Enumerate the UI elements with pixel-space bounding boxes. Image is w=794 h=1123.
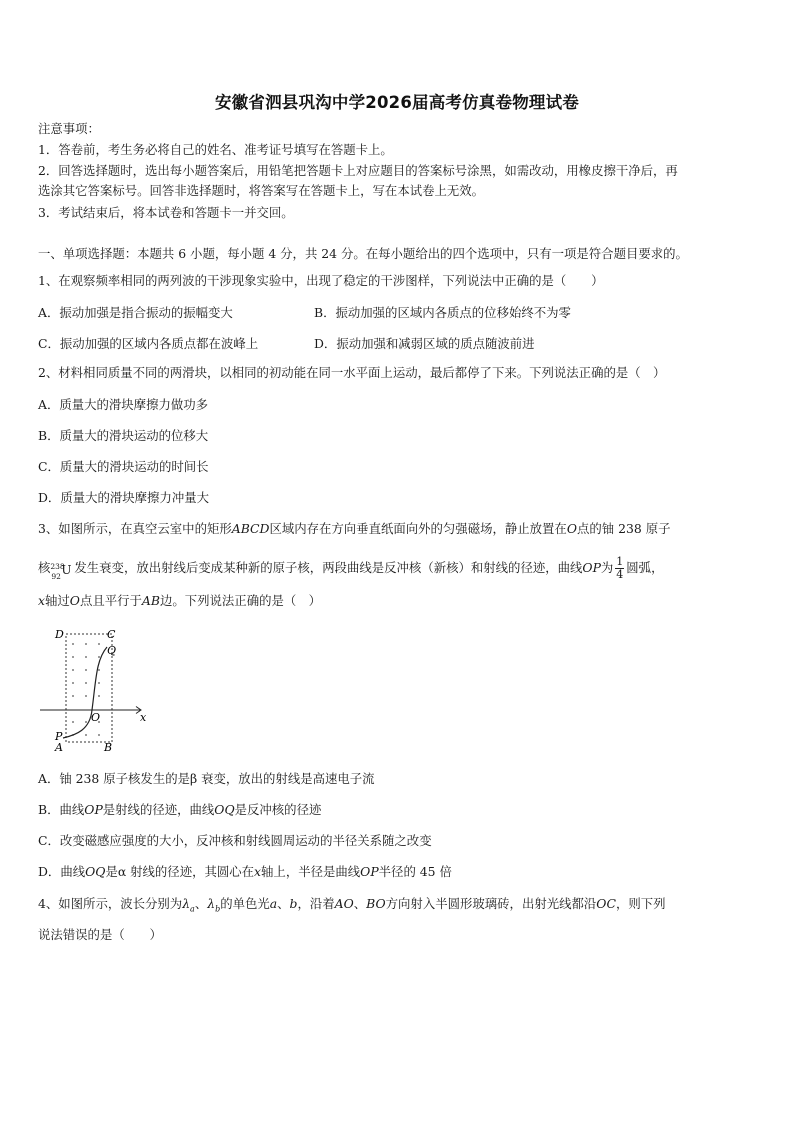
q2-option-c: C．质量大的滑块运动的时间长 [38, 459, 209, 474]
label-p: P [55, 730, 63, 743]
notice-item-2b: 选涂其它答案标号。回答非选择题时，将答案写在答题卡上，写在本试卷上无效。 [38, 183, 485, 198]
q3-figure [36, 624, 166, 754]
q1-option-a: A．振动加强是指合振动的振幅变大 [38, 305, 233, 320]
q4-stem-line1: 4、如图所示，波长分别为$\lambda_a$、$\lambda_b$的单色光a、b，沿着AO、BO方向射入半圆形玻璃砖，出射光线都沿OC，则下列 [38, 896, 666, 914]
q1-option-d: D．振动加强和减弱区域的质点随波前进 [314, 336, 535, 351]
label-q: Q [107, 644, 117, 657]
q3-stem-line3: x轴过O点且平行于AB边。下列说法正确的是（ ） [38, 593, 322, 608]
q3-option-b: B．曲线OP是射线的径迹，曲线OQ是反冲核的径迹 [38, 802, 322, 817]
q3-stem-line2: 核 238 92 U 发生衰变，放出射线后变成某种新的原子核，两段曲线是反冲核（新核）和射线的径迹，曲线OP为 $\frac{1}{4}$ 圆弧， [38, 555, 664, 581]
track-op [63, 710, 92, 738]
label-o: O [91, 711, 101, 724]
notice-item-3: 3．考试结束后，将本试卷和答题卡一并交回。 [38, 205, 294, 220]
q2-option-b: B．质量大的滑块运动的位移大 [38, 428, 209, 443]
q2-option-a: A．质量大的滑块摩擦力做功多 [38, 397, 209, 412]
label-a: A [55, 741, 63, 754]
notice-heading: 注意事项： [38, 121, 100, 136]
q1-option-b: B．振动加强的区域内各质点的位移始终不为零 [314, 305, 571, 320]
notice-item-1: 1．答卷前，考生务必将自己的姓名、准考证号填写在答题卡上。 [38, 142, 393, 157]
q3-option-d: D．曲线OQ是α 射线的径迹，其圆心在x轴上，半径是曲线OP半径的 45 倍 [38, 864, 452, 879]
q1-option-c: C．振动加强的区域内各质点都在波峰上 [38, 336, 259, 351]
label-b: B [104, 741, 113, 754]
lambda-a: $\lambda_a$ [182, 896, 195, 914]
q3-option-c: C．改变磁感应强度的大小，反冲核和射线圆周运动的半径关系随之改变 [38, 833, 432, 848]
label-c: C [107, 628, 116, 641]
lambda-b: $\lambda_b$ [207, 896, 221, 914]
notice-item-2a: 2．回答选择题时，选出每小题答案后，用铅笔把答题卡上对应题目的答案标号涂黑，如需改动，用橡皮擦干净后，再 [38, 163, 678, 178]
section-heading: 一、单项选择题：本题共 6 小题，每小题 4 分，共 24 分。在每小题给出的四个选项中，只有一项是符合题目要求的。 [38, 246, 688, 261]
q3-stem-line1: 3、如图所示，在真空云室中的矩形ABCD区域内存在方向垂直纸面向外的匀强磁场，静止放置在O点的铀 238 原子 [38, 521, 671, 536]
label-x: x [140, 711, 147, 724]
label-d: D [55, 628, 64, 641]
q1-stem: 1、在观察频率相同的两列波的干涉现象实验中，出现了稳定的干涉图样，下列说法中正确的是（ ） [38, 273, 604, 288]
uranium-nuclide: 238 92 U [50, 561, 72, 581]
quarter-fraction: $\frac{1}{4}$ [616, 555, 624, 581]
q3-option-a: A．铀 238 原子核发生的是β 衰变，放出的射线是高速电子流 [38, 771, 375, 786]
q4-stem-line2: 说法错误的是（ ） [38, 927, 162, 942]
q2-option-d: D．质量大的滑块摩擦力冲量大 [38, 490, 210, 505]
page-title: 安徽省泗县巩沟中学2026届高考仿真卷物理试卷 [214, 93, 580, 112]
q2-stem: 2、材料相同质量不同的两滑块，以相同的初动能在同一水平面上运动，最后都停了下来。下列说法正确的是（ ） [38, 365, 666, 380]
